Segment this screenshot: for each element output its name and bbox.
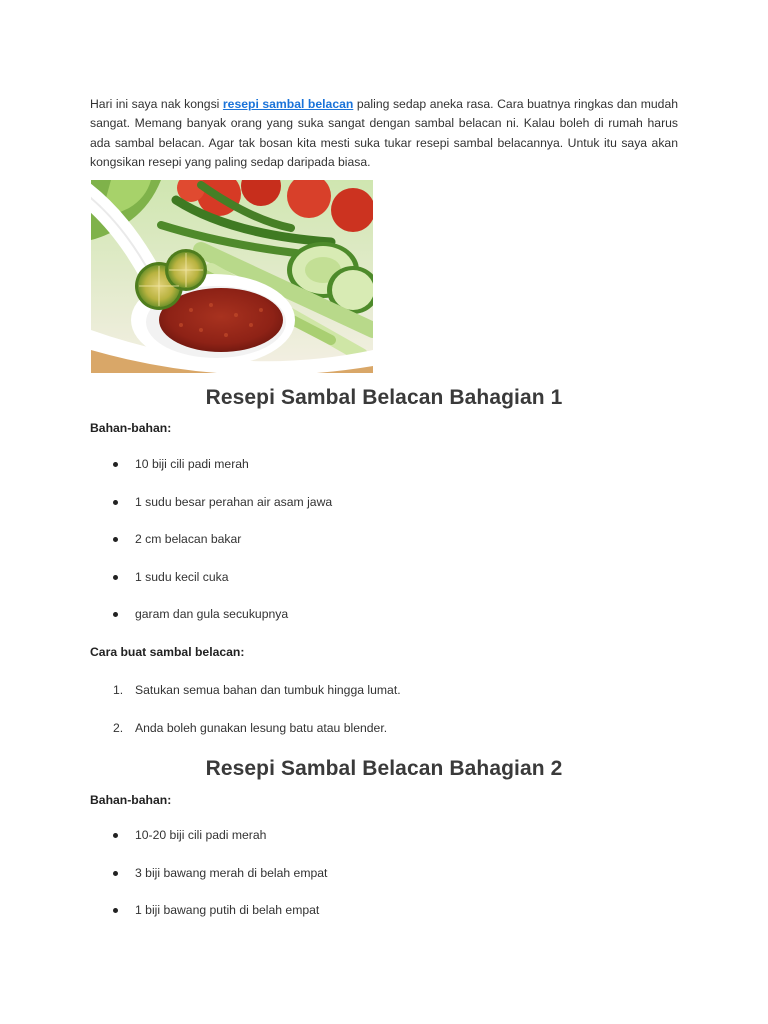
list-item: 1 sudu besar perahan air asam jawa [0, 495, 332, 533]
list-item: 3 biji bawang merah di belah empat [0, 866, 327, 904]
list-item: 10-20 biji cili padi merah [0, 828, 327, 866]
list-item: 2 cm belacan bakar [0, 532, 332, 570]
step-text: Anda boleh gunakan lesung batu atau blender. [135, 720, 388, 735]
list-item [0, 683, 401, 721]
step-text: Satukan semua bahan dan tumbuk hingga lumat. [135, 683, 401, 697]
list-item: 1 biji bawang putih di belah empat [0, 903, 327, 941]
step-number: 1. [113, 683, 124, 697]
intro-paragraph [90, 95, 678, 173]
section1-method-heading: Cara buat sambal belacan: [90, 645, 245, 659]
section2-title: Resepi Sambal Belacan Bahagian 2 [205, 757, 563, 780]
section2-ingredients-heading: Bahan-bahan: [90, 793, 172, 807]
step-number: 2. [113, 720, 124, 735]
sambal-photo-illustration [91, 180, 373, 373]
list-item: 1 sudu kecil cuka [0, 570, 332, 608]
section1-title: Resepi Sambal Belacan Bahagian 1 [205, 386, 563, 409]
intro-text-start: Hari ini saya nak kongsi [90, 97, 223, 111]
intro-text-rest: paling sedap aneka rasa. Cara buatnya ringkas dan mudah sangat. Memang banyak orang yang suka sangat dengan sambal belacan ni. Kalau boleh di rumah harus ada sambal belacan. Agar tak bosan kita mesti suka tukar resepi sambal belacannya. Untuk itu saya akan kongsikan resepi yang paling sedap daripada biasa. [90, 97, 678, 170]
list-item: garam dan gula secukupnya [0, 607, 332, 645]
recipe-link[interactable]: resepi sambal belacan [222, 97, 354, 111]
sambal-belacan-photo [91, 180, 373, 373]
list-item: 10 biji cili padi merah [0, 457, 332, 495]
section1-ingredients-heading: Bahan-bahan: [90, 421, 172, 435]
section1-ingredient-list [0, 457, 332, 645]
section2-ingredient-list [0, 828, 327, 941]
list-item [0, 721, 401, 759]
section1-step-list [0, 683, 401, 758]
